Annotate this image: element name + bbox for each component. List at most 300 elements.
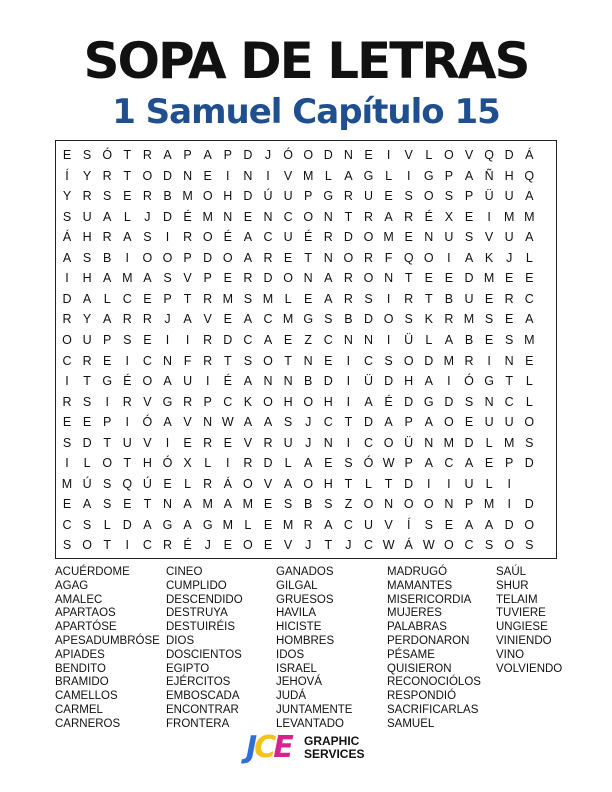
grid-letter[interactable]: C <box>363 435 374 450</box>
grid-letter[interactable]: O <box>444 148 454 162</box>
grid-letter[interactable]: H <box>283 394 293 409</box>
grid-letter[interactable]: U <box>504 230 514 245</box>
grid-letter[interactable]: A <box>464 517 474 532</box>
grid-letter[interactable]: P <box>183 250 192 265</box>
grid-letter[interactable]: É <box>424 209 433 224</box>
grid-letter[interactable]: P <box>203 271 212 286</box>
grid-letter[interactable]: S <box>344 456 353 471</box>
grid-letter[interactable]: É <box>304 230 313 245</box>
grid-letter[interactable]: A <box>344 168 353 183</box>
grid-letter[interactable]: A <box>324 517 333 532</box>
grid-letter[interactable]: O <box>62 332 72 347</box>
grid-letter[interactable]: V <box>143 394 152 409</box>
grid-letter[interactable]: I <box>125 250 130 265</box>
grid-letter[interactable]: A <box>223 497 232 512</box>
grid-letter[interactable]: E <box>223 312 232 327</box>
grid-letter[interactable]: R <box>444 312 454 327</box>
grid-letter[interactable]: C <box>263 312 273 327</box>
grid-letter[interactable]: É <box>223 230 232 245</box>
grid-letter[interactable]: E <box>324 456 333 471</box>
grid-letter[interactable]: G <box>162 394 173 409</box>
grid-letter[interactable]: T <box>324 538 333 553</box>
grid-letter[interactable]: N <box>384 497 394 512</box>
grid-letter[interactable]: R <box>122 394 132 409</box>
grid-letter[interactable]: D <box>323 374 333 389</box>
grid-letter[interactable]: E <box>263 538 273 553</box>
grid-letter[interactable]: A <box>525 189 534 204</box>
grid-letter[interactable]: R <box>62 394 72 409</box>
grid-letter[interactable]: I <box>487 353 491 368</box>
grid-letter[interactable]: S <box>82 148 92 162</box>
grid-letter[interactable]: A <box>243 374 253 389</box>
grid-letter[interactable]: T <box>183 291 192 306</box>
grid-letter[interactable]: E <box>263 497 273 512</box>
grid-letter[interactable]: A <box>163 148 172 162</box>
grid-letter[interactable]: S <box>123 332 132 347</box>
grid-letter[interactable]: R <box>183 230 193 245</box>
grid-letter[interactable]: N <box>484 394 494 409</box>
grid-letter[interactable]: S <box>324 312 333 327</box>
grid-letter[interactable]: Ñ <box>484 168 494 183</box>
grid-letter[interactable]: H <box>404 374 414 389</box>
grid-letter[interactable]: P <box>444 168 454 183</box>
grid-letter[interactable]: I <box>346 394 351 409</box>
grid-letter[interactable]: V <box>283 538 293 553</box>
grid-letter[interactable]: Í <box>406 517 411 532</box>
grid-letter[interactable]: O <box>444 538 454 553</box>
grid-letter[interactable]: V <box>243 435 253 450</box>
grid-letter[interactable]: S <box>143 230 152 245</box>
grid-letter[interactable]: Ü <box>404 332 414 347</box>
grid-letter[interactable]: T <box>83 374 91 389</box>
grid-letter[interactable]: R <box>203 476 213 491</box>
grid-letter[interactable]: Ú <box>142 476 152 491</box>
grid-letter[interactable]: A <box>464 456 474 471</box>
grid-letter[interactable]: G <box>102 374 113 389</box>
grid-letter[interactable]: R <box>323 230 333 245</box>
grid-letter[interactable]: M <box>202 497 213 512</box>
grid-letter[interactable]: E <box>62 497 72 512</box>
grid-letter[interactable]: E <box>304 291 313 306</box>
grid-letter[interactable]: É <box>183 209 192 224</box>
grid-letter[interactable]: I <box>205 374 210 389</box>
grid-letter[interactable]: I <box>346 353 351 368</box>
grid-letter[interactable]: A <box>324 291 333 306</box>
grid-letter[interactable]: C <box>62 517 72 532</box>
grid-letter[interactable]: E <box>525 271 534 286</box>
grid-letter[interactable]: A <box>243 312 253 327</box>
grid-letter[interactable]: H <box>142 456 152 471</box>
grid-letter[interactable]: O <box>423 189 434 204</box>
grid-letter[interactable]: N <box>223 209 233 224</box>
grid-letter[interactable]: C <box>142 353 152 368</box>
grid-letter[interactable]: I <box>386 291 391 306</box>
grid-letter[interactable]: C <box>243 332 253 347</box>
grid-letter[interactable]: U <box>363 517 374 532</box>
grid-letter[interactable]: T <box>123 148 132 162</box>
grid-letter[interactable]: A <box>484 517 494 532</box>
grid-letter[interactable]: I <box>125 353 130 368</box>
grid-letter[interactable]: W <box>422 538 435 553</box>
grid-letter[interactable]: E <box>123 189 132 204</box>
grid-letter[interactable]: E <box>203 168 212 183</box>
grid-letter[interactable]: L <box>123 209 131 224</box>
grid-letter[interactable]: L <box>103 517 111 532</box>
grid-letter[interactable]: R <box>82 189 92 204</box>
grid-letter[interactable]: A <box>143 517 152 532</box>
grid-letter[interactable]: L <box>485 476 493 491</box>
grid-letter[interactable]: S <box>444 189 454 204</box>
grid-letter[interactable]: G <box>423 394 434 409</box>
grid-letter[interactable]: É <box>223 374 232 389</box>
grid-letter[interactable]: A <box>183 312 192 327</box>
grid-letter[interactable]: U <box>82 332 92 347</box>
grid-letter[interactable]: J <box>506 250 513 265</box>
grid-letter[interactable]: U <box>464 476 474 491</box>
grid-letter[interactable]: O <box>383 312 394 327</box>
grid-letter[interactable]: O <box>82 538 92 553</box>
grid-letter[interactable]: D <box>323 148 333 162</box>
grid-letter[interactable]: E <box>163 476 172 491</box>
grid-letter[interactable]: M <box>483 497 495 512</box>
grid-letter[interactable]: N <box>323 209 333 224</box>
grid-letter[interactable]: S <box>283 497 293 512</box>
grid-letter[interactable]: T <box>123 168 132 183</box>
grid-letter[interactable]: A <box>103 209 112 224</box>
grid-letter[interactable]: U <box>464 291 474 306</box>
grid-letter[interactable]: N <box>162 353 173 368</box>
grid-letter[interactable]: M <box>302 168 314 183</box>
grid-letter[interactable]: S <box>364 291 373 306</box>
grid-letter[interactable]: C <box>464 538 474 553</box>
grid-letter[interactable]: Ó <box>464 374 474 389</box>
grid-letter[interactable]: I <box>165 435 170 450</box>
grid-letter[interactable]: M <box>202 209 213 224</box>
grid-letter[interactable]: A <box>143 271 152 286</box>
grid-letter[interactable]: U <box>283 435 293 450</box>
grid-letter[interactable]: H <box>223 189 233 204</box>
grid-letter[interactable]: E <box>364 148 373 162</box>
grid-letter[interactable]: M <box>443 353 455 368</box>
grid-letter[interactable]: P <box>203 394 212 409</box>
grid-letter[interactable]: R <box>162 538 173 553</box>
grid-letter[interactable]: N <box>323 435 333 450</box>
grid-letter[interactable]: R <box>343 271 353 286</box>
grid-letter[interactable]: V <box>283 168 293 183</box>
grid-letter[interactable]: Á <box>404 538 413 553</box>
grid-letter[interactable]: R <box>263 250 273 265</box>
grid-letter[interactable]: N <box>243 168 253 183</box>
grid-letter[interactable]: R <box>263 435 273 450</box>
grid-letter[interactable]: R <box>363 250 374 265</box>
grid-letter[interactable]: S <box>484 312 494 327</box>
grid-letter[interactable]: D <box>122 517 132 532</box>
grid-letter[interactable]: O <box>303 209 314 224</box>
grid-letter[interactable]: R <box>203 332 213 347</box>
grid-letter[interactable]: J <box>164 312 171 327</box>
grid-letter[interactable]: Ó <box>142 415 153 430</box>
grid-letter[interactable]: K <box>243 394 253 409</box>
grid-letter[interactable]: P <box>163 291 172 306</box>
grid-letter[interactable]: N <box>444 497 454 512</box>
grid-letter[interactable]: A <box>384 415 393 430</box>
grid-letter[interactable]: O <box>444 415 454 430</box>
grid-letter[interactable]: B <box>344 312 353 327</box>
grid-letter[interactable]: S <box>404 189 413 204</box>
grid-letter[interactable]: Q <box>403 250 414 265</box>
grid-letter[interactable]: O <box>142 168 153 183</box>
grid-letter[interactable]: A <box>123 230 132 245</box>
grid-letter[interactable]: O <box>504 538 515 553</box>
grid-letter[interactable]: T <box>384 476 393 491</box>
grid-letter[interactable]: M <box>262 291 274 306</box>
grid-letter[interactable]: E <box>82 415 92 430</box>
grid-letter[interactable]: H <box>504 168 514 183</box>
grid-letter[interactable]: É <box>123 374 132 389</box>
grid-letter[interactable]: Í <box>65 168 69 183</box>
grid-letter[interactable]: F <box>183 353 192 368</box>
grid-letter[interactable]: M <box>282 517 294 532</box>
grid-letter[interactable]: U <box>484 415 494 430</box>
grid-letter[interactable]: S <box>243 353 253 368</box>
grid-letter[interactable]: R <box>142 148 152 162</box>
grid-letter[interactable]: O <box>383 435 394 450</box>
grid-letter[interactable]: M <box>463 312 475 327</box>
grid-letter[interactable]: Ü <box>363 374 374 389</box>
grid-letter[interactable]: E <box>263 517 273 532</box>
grid-letter[interactable]: B <box>304 497 313 512</box>
grid-letter[interactable]: B <box>464 332 474 347</box>
grid-letter[interactable]: A <box>283 476 293 491</box>
grid-letter[interactable]: U <box>122 435 132 450</box>
grid-letter[interactable]: C <box>343 517 353 532</box>
grid-letter[interactable]: A <box>103 312 112 327</box>
grid-letter[interactable]: T <box>284 353 292 368</box>
grid-letter[interactable]: R <box>183 394 193 409</box>
grid-letter[interactable]: A <box>525 230 534 245</box>
grid-letter[interactable]: T <box>304 250 312 265</box>
grid-letter[interactable]: E <box>324 353 333 368</box>
grid-letter[interactable]: O <box>524 517 535 532</box>
grid-letter[interactable]: S <box>103 497 112 512</box>
grid-letter[interactable]: D <box>464 435 474 450</box>
grid-letter[interactable]: D <box>404 476 414 491</box>
grid-letter[interactable]: B <box>304 374 313 389</box>
grid-letter[interactable]: E <box>223 435 232 450</box>
grid-letter[interactable]: A <box>243 250 253 265</box>
grid-letter[interactable]: Z <box>304 332 312 347</box>
grid-letter[interactable]: W <box>382 456 395 471</box>
grid-letter[interactable]: U <box>283 230 293 245</box>
grid-letter[interactable]: Á <box>223 476 232 491</box>
grid-letter[interactable]: C <box>142 538 152 553</box>
grid-letter[interactable]: E <box>464 415 474 430</box>
grid-letter[interactable]: E <box>143 332 152 347</box>
grid-letter[interactable]: D <box>363 415 374 430</box>
grid-letter[interactable]: C <box>363 353 374 368</box>
grid-letter[interactable]: L <box>525 394 533 409</box>
grid-letter[interactable]: L <box>284 291 292 306</box>
grid-letter[interactable]: E <box>62 415 72 430</box>
grid-letter[interactable]: D <box>444 394 454 409</box>
grid-letter[interactable]: H <box>323 394 333 409</box>
grid-letter[interactable]: O <box>263 394 273 409</box>
grid-letter[interactable]: Z <box>344 497 353 512</box>
grid-letter[interactable]: A <box>243 230 253 245</box>
grid-letter[interactable]: V <box>404 148 413 162</box>
grid-letter[interactable]: P <box>464 189 474 204</box>
grid-letter[interactable]: R <box>303 517 313 532</box>
grid-letter[interactable]: N <box>283 374 293 389</box>
grid-letter[interactable]: A <box>243 415 253 430</box>
grid-letter[interactable]: S <box>404 312 413 327</box>
grid-letter[interactable]: L <box>525 250 533 265</box>
grid-letter[interactable]: R <box>504 291 514 306</box>
grid-letter[interactable]: I <box>165 332 170 347</box>
grid-letter[interactable]: G <box>363 168 374 183</box>
grid-letter[interactable]: E <box>444 271 454 286</box>
grid-letter[interactable]: A <box>384 209 393 224</box>
grid-letter[interactable]: C <box>263 230 273 245</box>
grid-letter[interactable]: A <box>163 374 172 389</box>
grid-letter[interactable]: U <box>82 209 92 224</box>
grid-letter[interactable]: N <box>303 353 313 368</box>
grid-letter[interactable]: P <box>223 148 232 162</box>
grid-letter[interactable]: K <box>484 250 494 265</box>
grid-letter[interactable]: Y <box>82 168 92 183</box>
grid-letter[interactable]: N <box>323 250 333 265</box>
grid-letter[interactable]: M <box>122 271 133 286</box>
grid-letter[interactable]: O <box>403 497 414 512</box>
grid-letter[interactable]: U <box>363 189 374 204</box>
grid-letter[interactable]: N <box>343 332 353 347</box>
grid-letter[interactable]: N <box>203 415 213 430</box>
grid-letter[interactable]: E <box>404 230 413 245</box>
grid-letter[interactable]: A <box>62 250 72 265</box>
grid-letter[interactable]: R <box>142 312 152 327</box>
grid-letter[interactable]: M <box>222 517 233 532</box>
grid-letter[interactable]: I <box>507 497 511 512</box>
grid-letter[interactable]: R <box>102 168 112 183</box>
grid-letter[interactable]: L <box>103 291 111 306</box>
grid-letter[interactable]: D <box>162 168 173 183</box>
grid-letter[interactable]: P <box>404 415 413 430</box>
grid-letter[interactable]: M <box>61 476 73 491</box>
grid-letter[interactable]: E <box>143 291 152 306</box>
grid-letter[interactable]: C <box>62 353 72 368</box>
grid-letter[interactable]: O <box>142 250 153 265</box>
grid-letter[interactable]: I <box>65 456 69 471</box>
grid-letter[interactable]: R <box>203 353 213 368</box>
grid-letter[interactable]: D <box>82 435 92 450</box>
grid-letter[interactable]: T <box>103 538 111 553</box>
grid-letter[interactable]: P <box>464 497 474 512</box>
grid-letter[interactable]: S <box>243 291 253 306</box>
grid-letter[interactable]: R <box>464 353 474 368</box>
grid-letter[interactable]: N <box>424 435 434 450</box>
grid-letter[interactable]: R <box>122 312 132 327</box>
grid-letter[interactable]: L <box>485 435 493 450</box>
grid-letter[interactable]: U <box>504 189 514 204</box>
grid-letter[interactable]: N <box>263 209 273 224</box>
grid-letter[interactable]: A <box>183 517 192 532</box>
grid-letter[interactable]: I <box>125 415 130 430</box>
grid-letter[interactable]: S <box>82 394 92 409</box>
grid-letter[interactable]: R <box>62 312 72 327</box>
grid-letter[interactable]: I <box>487 209 491 224</box>
grid-letter[interactable]: Q <box>524 168 535 183</box>
grid-letter[interactable]: Ó <box>283 148 293 162</box>
grid-letter[interactable]: O <box>102 456 113 471</box>
grid-letter[interactable]: E <box>283 332 293 347</box>
grid-letter[interactable]: R <box>343 189 353 204</box>
grid-letter[interactable]: C <box>444 456 454 471</box>
grid-letter[interactable]: O <box>243 476 253 491</box>
grid-letter[interactable]: G <box>162 517 173 532</box>
grid-letter[interactable]: R <box>243 456 253 471</box>
grid-letter[interactable]: T <box>505 374 513 389</box>
grid-letter[interactable]: W <box>382 538 395 553</box>
grid-letter[interactable]: S <box>283 415 293 430</box>
grid-letter[interactable]: J <box>264 148 272 162</box>
grid-letter[interactable]: S <box>82 250 92 265</box>
grid-letter[interactable]: L <box>385 168 393 183</box>
grid-letter[interactable]: A <box>203 148 212 162</box>
grid-letter[interactable]: E <box>525 353 534 368</box>
grid-letter[interactable]: Á <box>62 230 72 245</box>
grid-letter[interactable]: L <box>284 456 292 471</box>
grid-letter[interactable]: R <box>363 209 374 224</box>
grid-letter[interactable]: S <box>424 517 433 532</box>
grid-letter[interactable]: G <box>423 168 434 183</box>
grid-letter[interactable]: T <box>344 476 353 491</box>
grid-letter[interactable]: X <box>183 456 192 471</box>
grid-letter[interactable]: I <box>406 168 411 183</box>
grid-letter[interactable]: T <box>223 353 232 368</box>
grid-letter[interactable]: D <box>504 517 514 532</box>
grid-letter[interactable]: A <box>263 332 273 347</box>
grid-letter[interactable]: O <box>303 476 314 491</box>
grid-letter[interactable]: G <box>323 189 334 204</box>
grid-letter[interactable]: D <box>203 250 213 265</box>
grid-letter[interactable]: O <box>142 374 153 389</box>
grid-letter[interactable]: C <box>283 209 293 224</box>
grid-letter[interactable]: V <box>263 476 273 491</box>
grid-letter[interactable]: É <box>183 538 192 553</box>
grid-letter[interactable]: J <box>144 209 151 224</box>
grid-letter[interactable]: W <box>221 415 234 430</box>
grid-letter[interactable]: E <box>484 332 494 347</box>
grid-letter[interactable]: D <box>223 332 233 347</box>
grid-letter[interactable]: S <box>384 353 393 368</box>
grid-letter[interactable]: N <box>303 271 313 286</box>
grid-letter[interactable]: V <box>183 271 192 286</box>
grid-letter[interactable]: O <box>303 148 314 162</box>
grid-letter[interactable]: A <box>464 168 474 183</box>
grid-letter[interactable]: R <box>243 271 253 286</box>
grid-letter[interactable]: V <box>183 415 192 430</box>
grid-letter[interactable]: M <box>524 209 535 224</box>
grid-letter[interactable]: N <box>263 374 273 389</box>
grid-letter[interactable]: O <box>303 394 314 409</box>
grid-letter[interactable]: Y <box>82 312 92 327</box>
grid-letter[interactable]: Ú <box>82 476 92 491</box>
grid-letter[interactable]: E <box>223 271 232 286</box>
grid-letter[interactable]: I <box>105 394 109 409</box>
grid-letter[interactable]: H <box>82 271 92 286</box>
grid-letter[interactable]: I <box>346 435 351 450</box>
grid-letter[interactable]: S <box>62 538 72 553</box>
